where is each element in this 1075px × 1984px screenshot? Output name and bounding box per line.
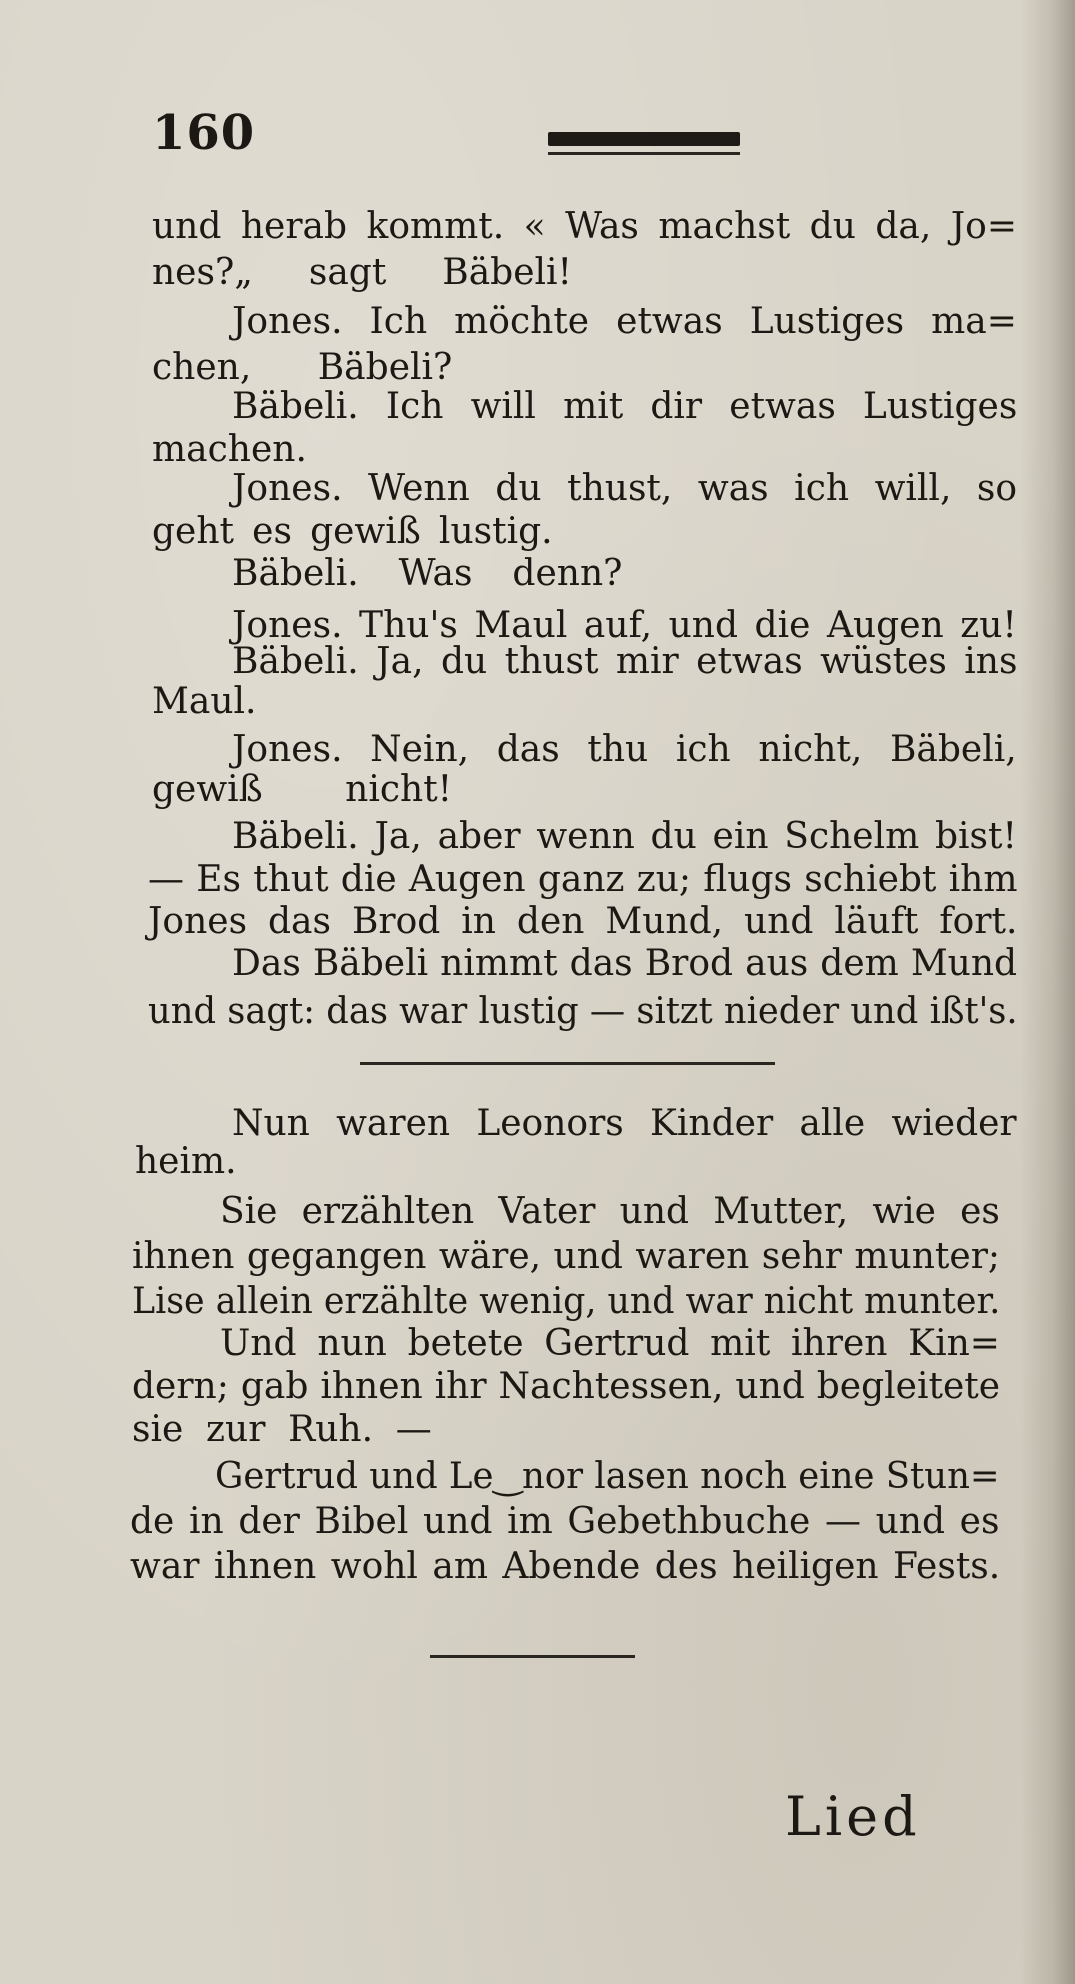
text-line: und herab kommt. « Was machst du da, Jo= xyxy=(152,206,1018,247)
text-line: Jones. Ich möchte etwas Lustiges ma= xyxy=(232,301,1017,342)
section-divider xyxy=(360,1062,775,1065)
text-line: Bäbeli. Ja, du thust mir etwas wüstes ins xyxy=(232,641,1018,682)
text-line: Jones das Brod in den Mund, und läuft fort. xyxy=(148,901,1018,942)
text-line: nes?„ sagt Bäbeli! xyxy=(152,252,573,293)
text-line: de in der Bibel und im Gebethbuche — und es xyxy=(130,1501,1000,1542)
text-line: Sie erzählten Vater und Mutter, wie es xyxy=(220,1191,1000,1232)
text-line: chen, Bäbeli? xyxy=(152,347,453,388)
text-line: Maul. xyxy=(152,681,257,722)
text-line: dern; gab ihnen ihr Nachtessen, und begleitete xyxy=(132,1366,1001,1407)
page-number: 160 xyxy=(152,105,256,161)
text-line: — Es thut die Augen ganz zu; flugs schiebt ihm xyxy=(148,859,1018,900)
text-line: sie zur Ruh. — xyxy=(132,1409,432,1450)
text-line: war ihnen wohl am Abende des heiligen Fests. xyxy=(130,1546,1001,1587)
text-line: heim. xyxy=(135,1141,237,1182)
text-line: geht es gewiß lustig. xyxy=(152,511,553,552)
text-line: Das Bäbeli nimmt das Brod aus dem Mund xyxy=(232,943,1018,984)
text-line: Bäbeli. Ich will mit dir etwas Lustiges xyxy=(232,386,1018,427)
text-line: Bäbeli. Ja, aber wenn du ein Schelm bist! xyxy=(232,816,1017,857)
spine-shadow xyxy=(1020,0,1075,1984)
catchword: Lied xyxy=(785,1785,921,1848)
text-line: Jones. Nein, das thu ich nicht, Bäbeli, xyxy=(232,729,1017,770)
text-line: Gertrud und Le‿nor lasen noch eine Stun= xyxy=(215,1456,1000,1497)
text-line: ihnen gegangen wäre, und waren sehr munter; xyxy=(132,1236,1001,1277)
header-rule xyxy=(548,132,740,146)
text-line: Und nun betete Gertrud mit ihren Kin= xyxy=(220,1323,1000,1364)
text-line: machen. xyxy=(152,429,307,470)
text-line: Jones. Wenn du thust, was ich will, so xyxy=(232,468,1018,509)
header-rule-thin xyxy=(548,152,740,155)
text-line: Jones. Thu's Maul auf, und die Augen zu! xyxy=(232,605,1017,646)
text-line: Lise allein erzählte wenig, und war nicht munter. xyxy=(132,1281,1001,1322)
end-divider xyxy=(430,1655,635,1658)
text-line: und sagt: das war lustig — sitzt nieder und ißt's. xyxy=(148,991,1018,1032)
text-line: Bäbeli. Was denn? xyxy=(232,553,623,594)
text-line: gewiß nicht! xyxy=(152,769,453,810)
text-line: Nun waren Leonors Kinder alle wieder xyxy=(232,1103,1017,1144)
